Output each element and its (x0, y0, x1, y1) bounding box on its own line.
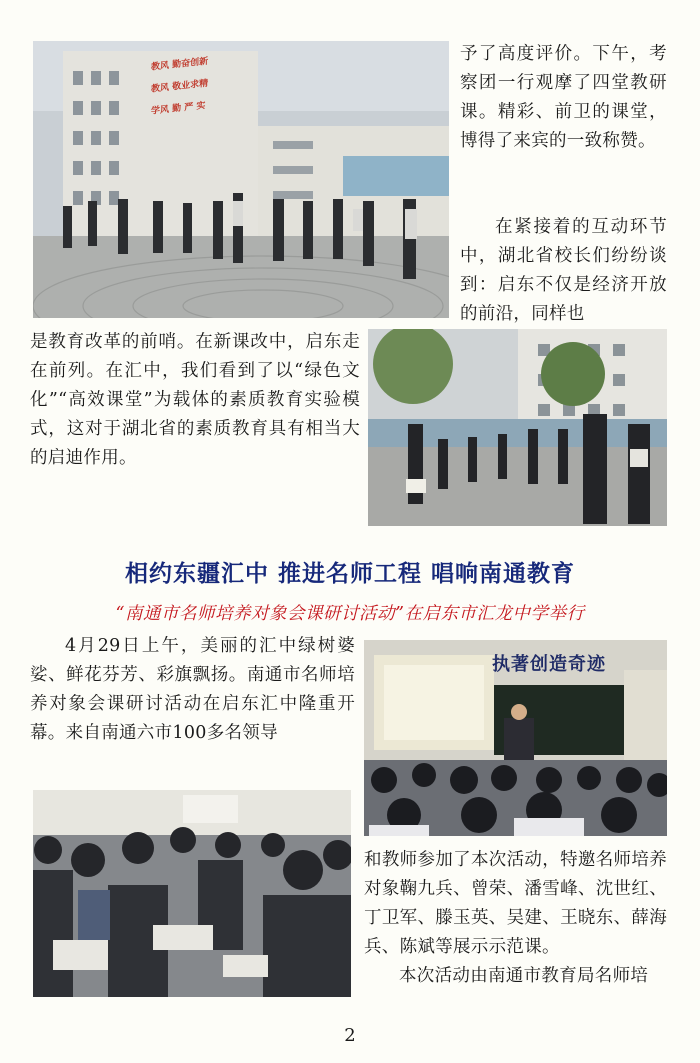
photo-demonstration-class (364, 640, 667, 836)
paragraph-event-opening: 4月29日上午，美丽的汇中绿树婆娑、鲜花芬芳、彩旗飘扬。南通市名师培养对象会课研讨活动在启东汇中隆重开幕。来自南通六市100多名领导 (30, 636, 355, 743)
photo-visitors-exhibition (368, 329, 667, 526)
sign-teaching-style-1: 教风 勤奋创新 (151, 56, 209, 73)
sign-teaching-style-2: 教风 敬业求精 (151, 78, 209, 95)
page-number: 2 (344, 1025, 356, 1046)
paragraph-participants: 和教师参加了本次活动，特邀名师培养对象鞠九兵、曾荣、潘雪峰、沈世红、丁卫军、滕玉英、吴建、王晓东、薛海兵、陈斌等展示示范课。 (364, 850, 667, 957)
paragraph-evaluation-continued: 予了高度评价。下午，考察团一行观摩了四堂教研课。精彩、前卫的课堂，博得了来宾的一致称赞。 (460, 44, 667, 151)
photo-students-notes (33, 790, 351, 997)
classroom-banner: 执著创造奇迹 (492, 654, 606, 675)
photo-courtyard-visitors (33, 41, 449, 318)
sign-study-style: 学风 勤 严 实 (151, 101, 206, 117)
paragraph-education-reform: 是教育改革的前哨。在新课改中，启东走在前列。在汇中，我们看到了以“绿色文化”“高效课堂”为载体的素质教育实验模式，这对于湖北省的素质教育具有相当大的启迪作用。 (30, 332, 360, 468)
paragraph-interaction: 在紧接着的互动环节中，湖北省校长们纷纷谈到：启东不仅是经济开放的前沿，同样也 (460, 217, 667, 324)
section-title: 相约东疆汇中 推进名师工程 唱响南通教育 (124, 561, 575, 587)
section-subtitle: “南通市名师培养对象会课研讨活动”在启东市汇龙中学举行 (115, 604, 585, 624)
paragraph-organizer: 本次活动由南通市教育局名师培 (399, 966, 649, 986)
